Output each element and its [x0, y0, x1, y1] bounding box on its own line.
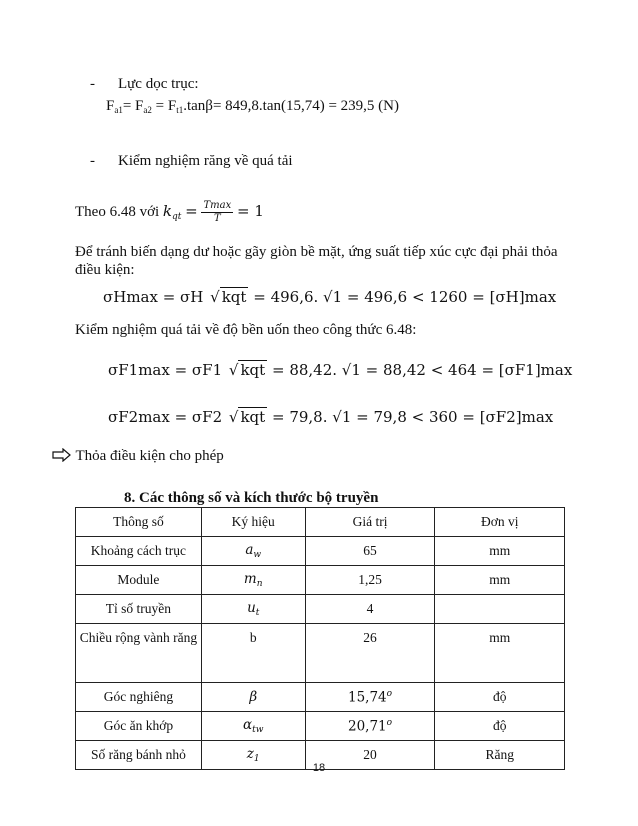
equation-bending-f1	[108, 361, 572, 379]
axial-title: Lực dọc trục:	[118, 76, 199, 92]
theo-result: = 1	[237, 201, 264, 220]
eq2-sqrt: √ kqt	[228, 361, 266, 379]
header-parameter: Thông số	[76, 508, 202, 537]
table-row	[76, 566, 565, 595]
eq2-rhs: = 88,42. √1 = 88,42 < 464 = [σF1]max	[271, 361, 573, 379]
cell-parameter: Góc nghiêng	[76, 683, 202, 712]
table-row	[76, 683, 565, 712]
cell-parameter: Góc ăn khớp	[76, 712, 202, 741]
cell-symbol: $u_t$	[201, 595, 305, 624]
header-unit: Đơn vị	[435, 508, 565, 537]
axial-formula-text: $F_{a1}= F_{a2} = F_{t1}.\tan\beta= 849,8.\tan(15,74) = 239,5$ (N)	[106, 98, 399, 115]
eq1-sqrt: √ kqt	[210, 288, 247, 306]
para-condition: Để tránh biến dạng dư hoặc gãy giòn bề mặt, ứng suất tiếp xúc cực đại phải thỏa điều kiện:	[75, 244, 558, 278]
eq3-rhs: = 79,8. √1 = 79,8 < 360 = [σF2]max	[271, 408, 554, 426]
cell-parameter: Tỉ số truyền	[76, 595, 202, 624]
theo-equals: =	[185, 201, 198, 220]
theo-k: $k_{qt}$	[162, 201, 182, 222]
cell-unit: độ	[435, 683, 565, 712]
equation-bending-f2	[108, 408, 553, 426]
cell-unit: Răng	[435, 741, 565, 770]
conclusion-line	[52, 448, 224, 465]
theo-prefix: Theo 6.48 với	[75, 203, 160, 220]
cell-value: 15,74$^o$	[305, 683, 435, 712]
cell-unit	[435, 595, 565, 624]
header-symbol: Ký hiệu	[201, 508, 305, 537]
cell-unit: mm	[435, 537, 565, 566]
theo-fraction	[201, 200, 233, 225]
bullet-overload: -	[90, 153, 95, 169]
theo-frac-den: T	[214, 213, 221, 224]
eq2-lhs: σF1max = σF1	[108, 361, 223, 379]
table-row	[76, 595, 565, 624]
cell-symbol: $\alpha_{tw}$	[201, 712, 305, 741]
cell-symbol: $m_n$	[201, 566, 305, 595]
cell-parameter: Khoảng cách trục	[76, 537, 202, 566]
cell-unit: mm	[435, 624, 565, 683]
theo-line	[75, 200, 264, 225]
conclusion-text: Thỏa điều kiện cho phép	[75, 448, 224, 464]
cell-parameter: Module	[76, 566, 202, 595]
cell-symbol: β	[201, 683, 305, 712]
cell-unit: độ	[435, 712, 565, 741]
section-title: 8. Các thông số và kích thước bộ truyền	[124, 490, 379, 506]
cell-symbol: $a_w$	[201, 537, 305, 566]
cell-unit: mm	[435, 566, 565, 595]
theo-frac-num: Tmax	[203, 200, 232, 211]
para-bending: Kiểm nghiệm quá tải về độ bền uốn theo công thức 6.48:	[75, 322, 417, 338]
cell-symbol: b	[201, 624, 305, 683]
eq1-lhs: σHmax = σH	[103, 288, 204, 306]
table-row	[76, 537, 565, 566]
cell-value: 20	[305, 741, 435, 770]
cell-value: 1,25	[305, 566, 435, 595]
axial-formula	[106, 98, 399, 115]
eq3-lhs: σF2max = σF2	[108, 408, 223, 426]
header-value: Giá trị	[305, 508, 435, 537]
cell-value: 20,71$^o$	[305, 712, 435, 741]
cell-parameter: Số răng bánh nhỏ	[76, 741, 202, 770]
table-row	[76, 712, 565, 741]
bullet-axial: -	[90, 76, 95, 92]
cell-parameter: Chiều rộng vành răng	[76, 624, 202, 683]
parameters-table	[75, 507, 565, 770]
arrow-right-icon	[52, 448, 75, 464]
page-number: 18	[312, 762, 326, 774]
cell-symbol: $z_1$	[201, 741, 305, 770]
table-row	[76, 624, 565, 683]
cell-value: 65	[305, 537, 435, 566]
overload-title: Kiểm nghiệm răng về quá tải	[118, 153, 293, 169]
eq3-sqrt: √ kqt	[228, 408, 266, 426]
table-header-row	[76, 508, 565, 537]
cell-value: 4	[305, 595, 435, 624]
cell-value: 26	[305, 624, 435, 683]
equation-contact-stress	[103, 288, 556, 306]
eq1-rhs: = 496,6. √1 = 496,6 < 1260 = [σH]max	[253, 288, 557, 306]
